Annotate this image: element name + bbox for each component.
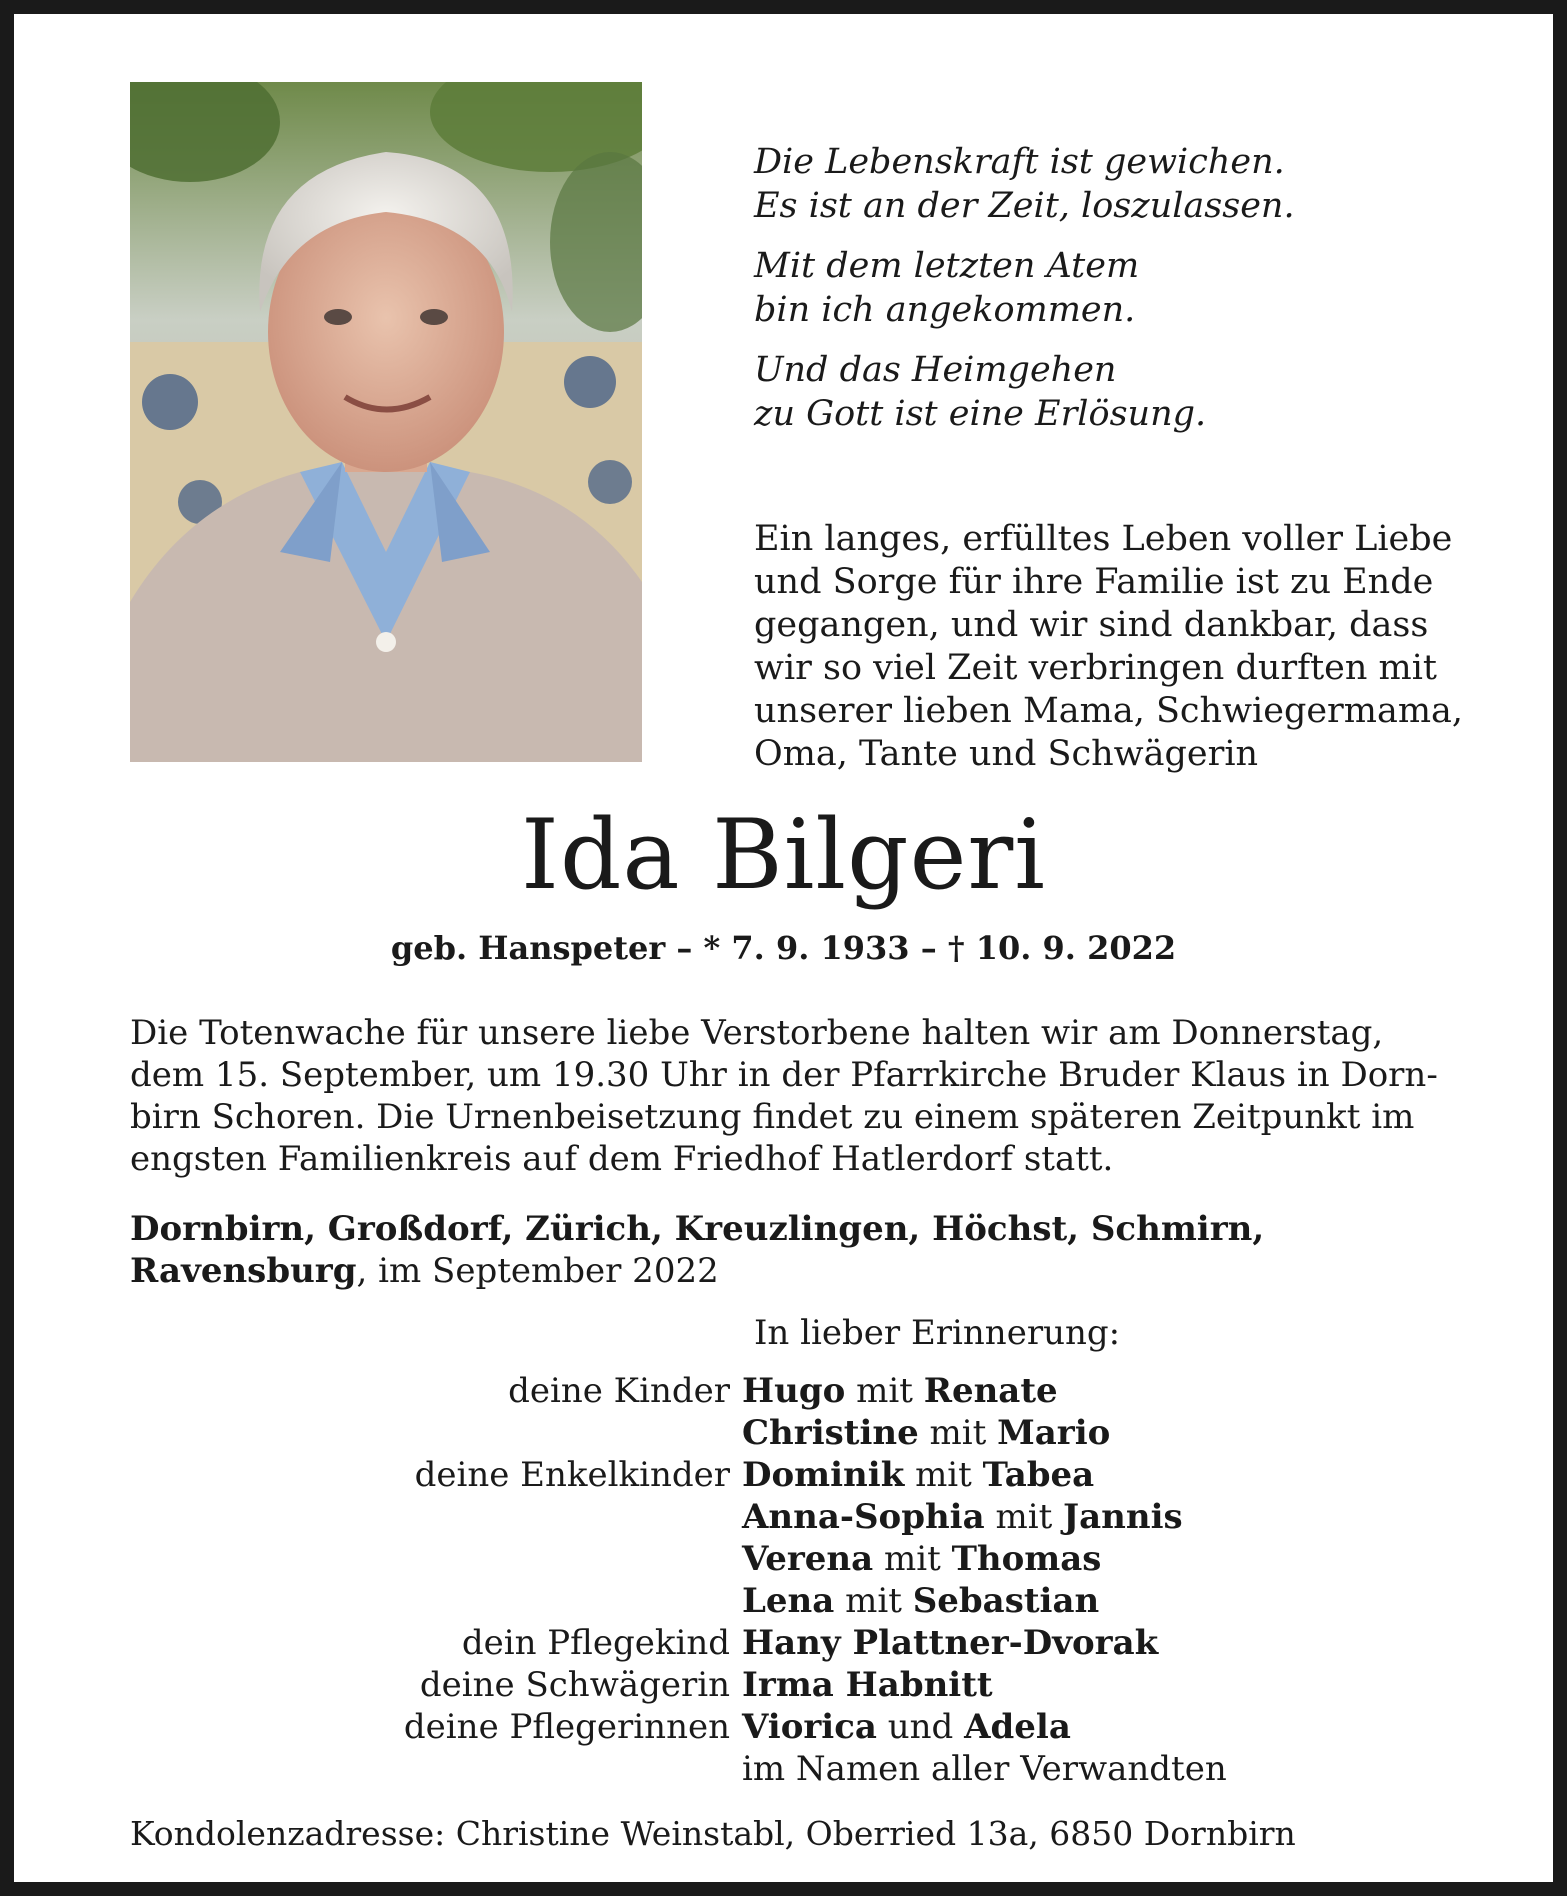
tribute-text (754, 518, 1464, 776)
mourner-row (130, 1664, 1460, 1706)
mourner-name: Irma Habnitt (742, 1665, 993, 1705)
mourner-name: Christine (742, 1413, 919, 1453)
relation-label: dein Pflegekind (461, 1623, 730, 1663)
poem-line: Und das Heimgehen (754, 350, 1117, 390)
mourner-name: Renate (923, 1371, 1058, 1411)
mourner-row (130, 1370, 1460, 1412)
deceased-name: Ida Bilgeri (521, 799, 1046, 911)
joiner: und (887, 1707, 954, 1747)
poem-line: Die Lebenskraft ist gewichen. (754, 142, 1285, 182)
poem-stanza (754, 140, 1454, 228)
poem-line: Es ist an der Zeit, loszulassen. (754, 186, 1295, 226)
mourner-row (130, 1496, 1460, 1538)
joiner: mit (929, 1413, 987, 1453)
mourner-name: Adela (964, 1707, 1071, 1747)
mourner-names (742, 1412, 1460, 1454)
memory-intro: In lieber Erinnerung: (754, 1313, 1121, 1353)
relation-label: deine Pflegerinnen (403, 1707, 730, 1747)
mourner-row (130, 1454, 1460, 1496)
places-line (130, 1250, 1440, 1292)
poem-stanza (754, 348, 1454, 436)
poem-line: Mit dem letzten Atem (754, 246, 1140, 286)
relation-label (130, 1538, 742, 1580)
condolence-address: Kondolenzadresse: Christine Weinstabl, Oberried 13a, 6850 Dornbirn (130, 1814, 1296, 1853)
poem-stanza (754, 244, 1454, 332)
mourner-name: Viorica (742, 1707, 877, 1747)
portrait-photo (130, 82, 642, 762)
notice-line: engsten Familienkreis auf dem Friedhof Hatlerdorf statt. (130, 1139, 1114, 1179)
places-last: Ravensburg (130, 1251, 357, 1291)
mourner-names (742, 1370, 1460, 1412)
tribute-line: wir so viel Zeit verbringen durften mit (754, 648, 1437, 688)
mourner-names (742, 1538, 1460, 1580)
tribute-line: gegangen, und wir sind dankbar, dass (754, 605, 1429, 645)
mourner-names (742, 1496, 1460, 1538)
mourner-name: Jannis (1063, 1497, 1183, 1537)
mourner-name: Anna-Sophia (742, 1497, 985, 1537)
poem (754, 140, 1454, 452)
places-line (130, 1208, 1440, 1250)
relation-label (130, 1748, 742, 1790)
places-list: Dornbirn, Großdorf, Zürich, Kreuzlingen, Höchst, Schmirn, (130, 1209, 1265, 1249)
tribute-line: Oma, Tante und Schwägerin (754, 734, 1259, 774)
poem-line: bin ich angekommen. (754, 290, 1136, 330)
birth-death-dates: geb. Hanspeter – * 7. 9. 1933 – † 10. 9. 2022 (390, 929, 1177, 967)
mourner-name: Lena (742, 1581, 835, 1621)
mourners-list (130, 1370, 1460, 1790)
joiner: mit (915, 1455, 972, 1495)
relation-label (130, 1412, 742, 1454)
relation-label: deine Enkelkinder (414, 1455, 730, 1495)
relation-label (130, 1496, 742, 1538)
notice-line: birn Schoren. Die Urnenbeisetzung findet zu einem späteren Zeitpunkt im (130, 1097, 1415, 1137)
mourner-names (742, 1454, 1460, 1496)
tribute-line: und Sorge für ihre Familie ist zu Ende (754, 562, 1434, 602)
mourner-names (742, 1664, 1460, 1706)
relation-label: deine Kinder (508, 1371, 730, 1411)
mourner-names (742, 1706, 1460, 1748)
relation-label (130, 1580, 742, 1622)
mourner-row (130, 1622, 1460, 1664)
notice-line: dem 15. September, um 19.30 Uhr in der Pfarrkirche Bruder Klaus in Dorn- (130, 1055, 1438, 1095)
mourner-names (742, 1580, 1460, 1622)
joiner: mit (856, 1371, 913, 1411)
mourner-row (130, 1412, 1460, 1454)
mourner-row (130, 1580, 1460, 1622)
mourner-name: Dominik (742, 1455, 905, 1495)
joiner: mit (845, 1581, 902, 1621)
mourner-name: Sebastian (912, 1581, 1100, 1621)
relation-label: deine Schwägerin (419, 1665, 730, 1705)
mourner-names (742, 1622, 1460, 1664)
mourner-name: Verena (742, 1539, 874, 1579)
poem-line: zu Gott ist eine Erlösung. (754, 394, 1207, 434)
mourner-row (130, 1706, 1460, 1748)
tribute-line: unserer lieben Mama, Schwiegermama, (754, 691, 1464, 731)
mourner-name: Mario (997, 1413, 1111, 1453)
mourner-name: Thomas (951, 1539, 1102, 1579)
funeral-notice (130, 1012, 1440, 1180)
notice-line: Die Totenwache für unsere liebe Verstorbene halten wir am Donnerstag, (130, 1013, 1384, 1053)
mourner-name: Hugo (742, 1371, 846, 1411)
mourner-row (130, 1538, 1460, 1580)
closing-note: im Namen aller Verwandten (742, 1749, 1227, 1789)
portrait-elderly-woman-icon (130, 82, 642, 762)
places-and-date (130, 1208, 1440, 1292)
mourner-row (130, 1748, 1460, 1790)
date-of-notice: , im September 2022 (356, 1251, 719, 1291)
joiner: mit (884, 1539, 941, 1579)
tribute-line: Ein langes, erfülltes Leben voller Liebe (754, 519, 1453, 559)
mourner-name: Hany Plattner-Dvorak (742, 1623, 1159, 1663)
joiner: mit (995, 1497, 1053, 1537)
mourner-name: Tabea (982, 1455, 1095, 1495)
